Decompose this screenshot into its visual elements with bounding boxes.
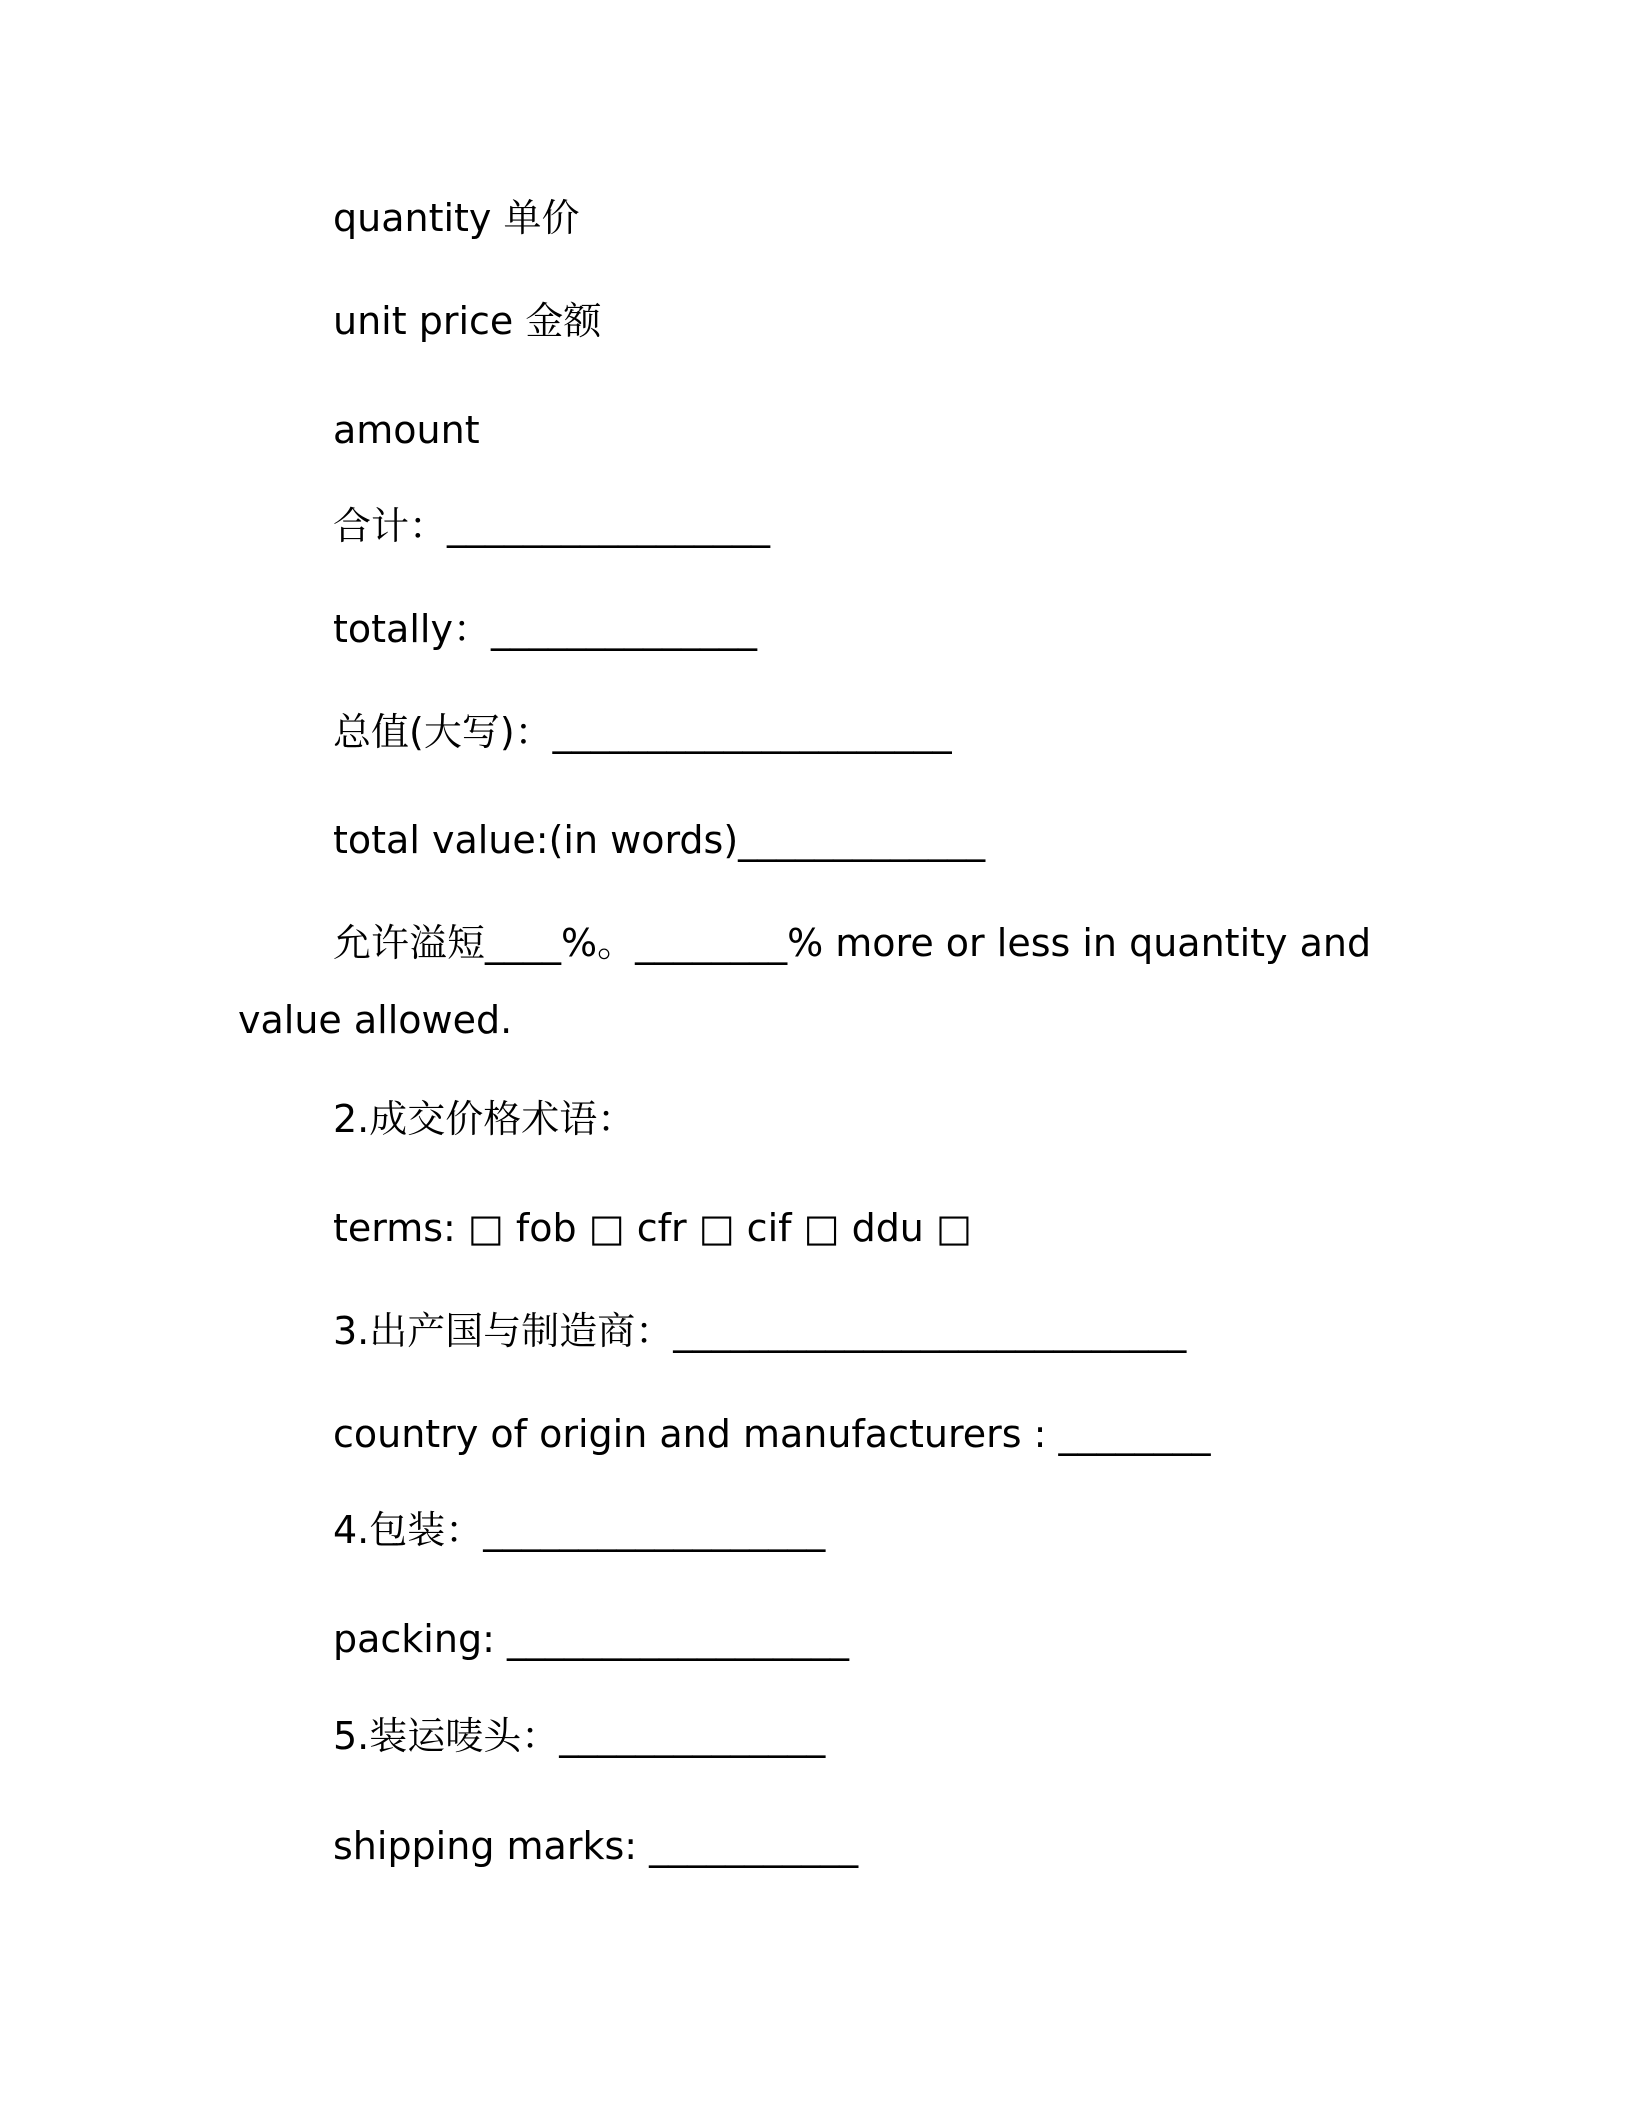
total-value-cn-line: 总值(大写)：_____________________ <box>333 710 952 754</box>
shipping-marks-cn-line: 5.装运唛头：______________ <box>333 1714 826 1758</box>
shipping-marks-line: shipping marks: ___________ <box>333 1824 859 1868</box>
packing-line: packing: __________________ <box>333 1617 849 1661</box>
quantity-unit-price-line: quantity 单价 <box>333 196 580 240</box>
amount-line: amount <box>333 408 480 452</box>
terms-options-line: terms: □ fob □ cfr □ cif □ ddu □ <box>333 1206 972 1250</box>
totally-line: totally：______________ <box>333 607 757 651</box>
origin-manufacturer-line: country of origin and manufacturers : ________ <box>333 1412 1211 1456</box>
total-value-in-words-line: total value:(in words)_____________ <box>333 818 986 862</box>
packing-cn-line: 4.包装：__________________ <box>333 1508 826 1552</box>
total-cn-line: 合计：_________________ <box>333 504 771 548</box>
unit-price-amount-line: unit price 金额 <box>333 299 602 343</box>
price-terms-heading: 2.成交价格术语： <box>333 1097 636 1141</box>
value-allowed-line: value allowed. <box>238 998 513 1042</box>
origin-manufacturer-cn-line: 3.出产国与制造商：___________________________ <box>333 1309 1187 1353</box>
quantity-allowance-line: 允许溢短____%。________% more or less in quantity and <box>333 921 1372 965</box>
